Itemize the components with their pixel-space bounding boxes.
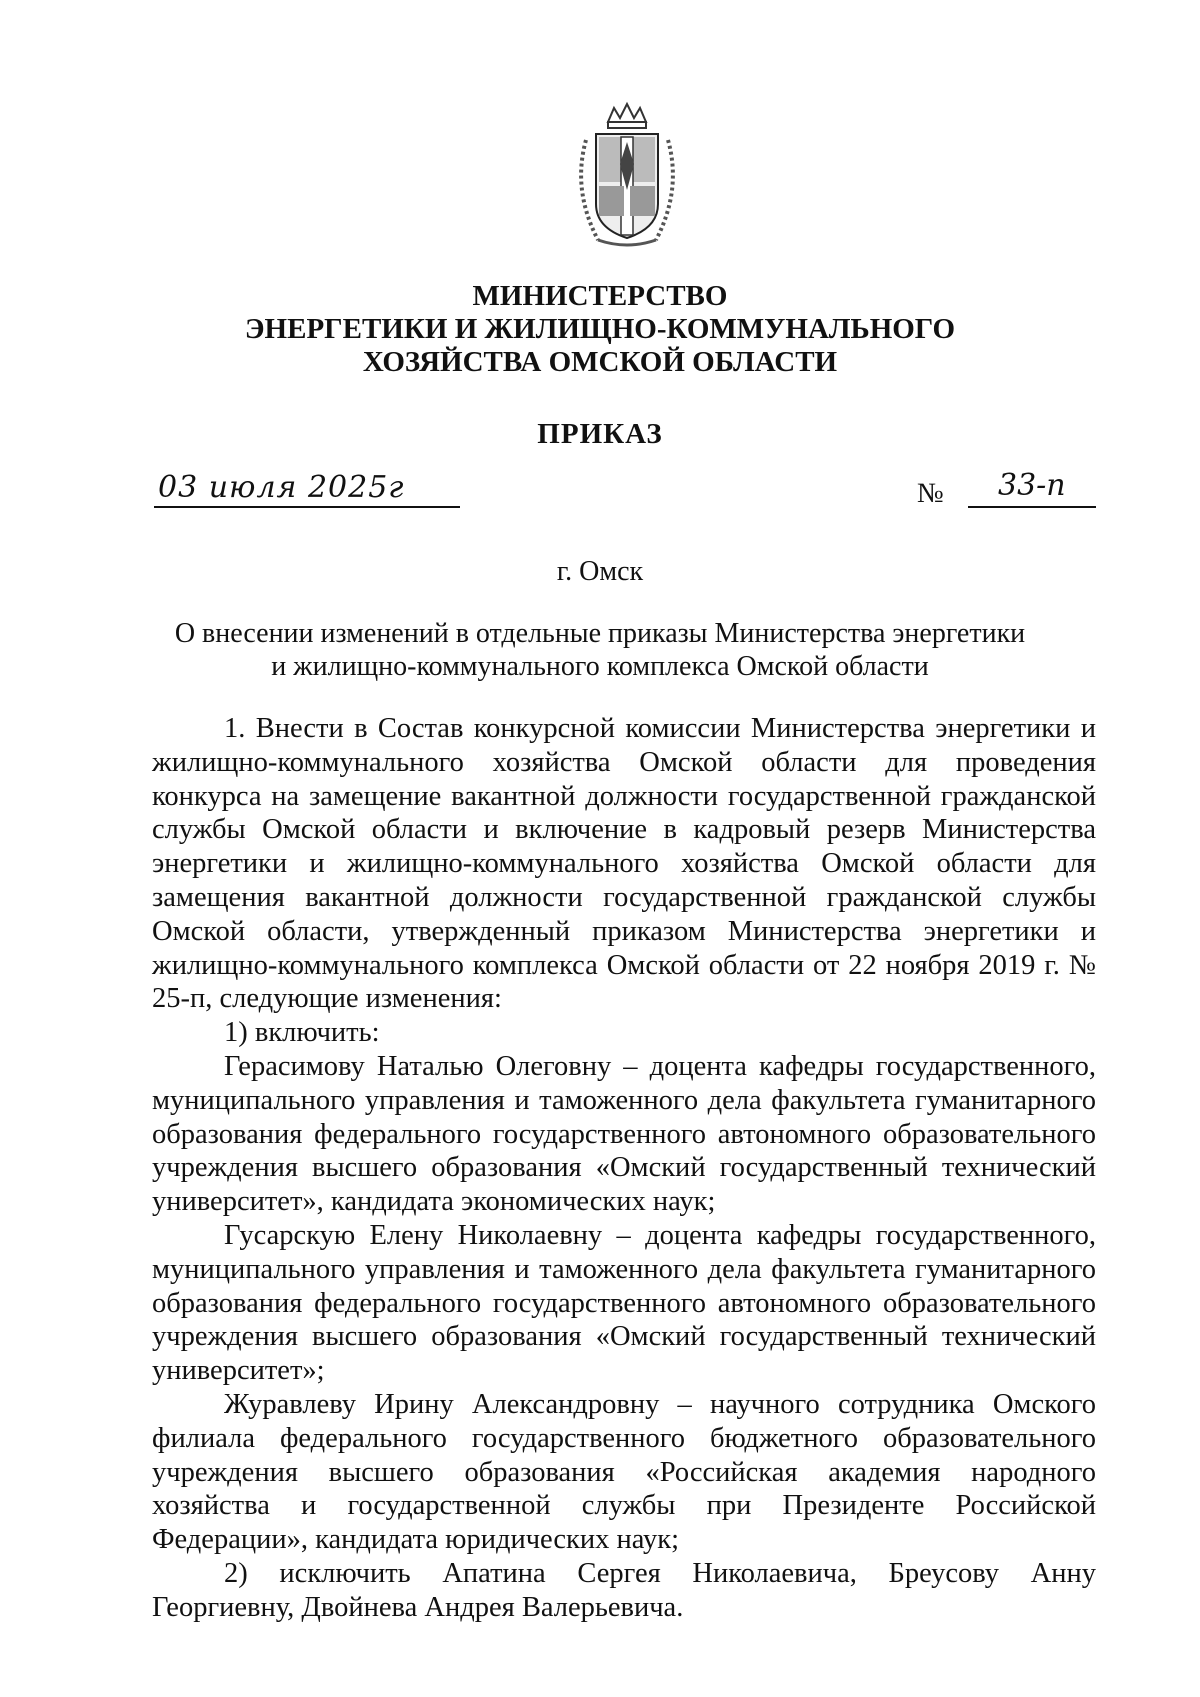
paragraph-exclude: 2) исключить Апатина Сергея Николаевича, Бреусову Анну Георгиевну, Двойнева Андрея Валерьевича. (152, 1557, 1096, 1623)
handwritten-number: 33-п (998, 468, 1066, 503)
ministry-title-line-3: ХОЗЯЙСТВА ОМСКОЙ ОБЛАСТИ (362, 346, 838, 378)
paragraph-gusarskaya: Гусарскую Елену Николаевну – доцента кафедры государственного, муниципального управления и таможенного дела факультета гуманитарного образования федерального государственного автономного образовательного учреждения высшего образования «Омский государственный технический университет»; (152, 1219, 1096, 1387)
ministry-title-line-2: ЭНЕРГЕТИКИ И ЖИЛИЩНО-КОММУНАЛЬНОГО (244, 313, 956, 345)
ministry-title-line-1: МИНИСТЕРСТВО (472, 280, 728, 312)
date-underline (154, 506, 460, 508)
document-type: ПРИКАЗ (537, 418, 663, 450)
omsk-coat-of-arms-icon (568, 100, 686, 250)
paragraph-include: 1) включить: (224, 1017, 380, 1049)
paragraph-gerasimova: Герасимову Наталью Олеговну – доцента кафедры государственного, муниципального управления и таможенного дела факультета гуманитарного образования федерального государственного автономного образовательного учреждения высшего образования «Омский государственный технический университет», кандидата экономических наук; (152, 1050, 1096, 1218)
subject-line-1: О внесении изменений в отдельные приказы Министерства энергетики (174, 618, 1026, 649)
paragraph-zhuravleva: Журавлеву Ирину Александровну – научного сотрудника Омского филиала федерального государственного бюджетного образовательного учреждения высшего образования «Российская академия народного хозяйства и государственной службы при Президенте Российской Федерации», кандидата юридических наук; (152, 1388, 1096, 1556)
number-label: № (917, 478, 944, 509)
paragraph-1: 1. Внести в Состав конкурсной комиссии Министерства энергетики и жилищно-коммунального хозяйства Омской области для проведения конкурса на замещение вакантной должности государственной гражданской службы Омской области и включение в кадровый резерв Министерства энергетики и жилищно-коммунального хозяйства Омской области для замещения вакантной должности государственной гражданской службы Омской области, утвержденный приказом Министерства энергетики и жилищно-коммунального комплекса Омской области от 22 ноября 2019 г. № 25-п, следующие изменения: (152, 713, 1096, 1015)
handwritten-date: 03 июля 2025г (158, 470, 405, 505)
number-underline (968, 506, 1096, 508)
document-body (152, 712, 1096, 1625)
city: г. Омск (556, 556, 644, 587)
subject-line-2: и жилищно-коммунального комплекса Омской области (271, 651, 929, 682)
